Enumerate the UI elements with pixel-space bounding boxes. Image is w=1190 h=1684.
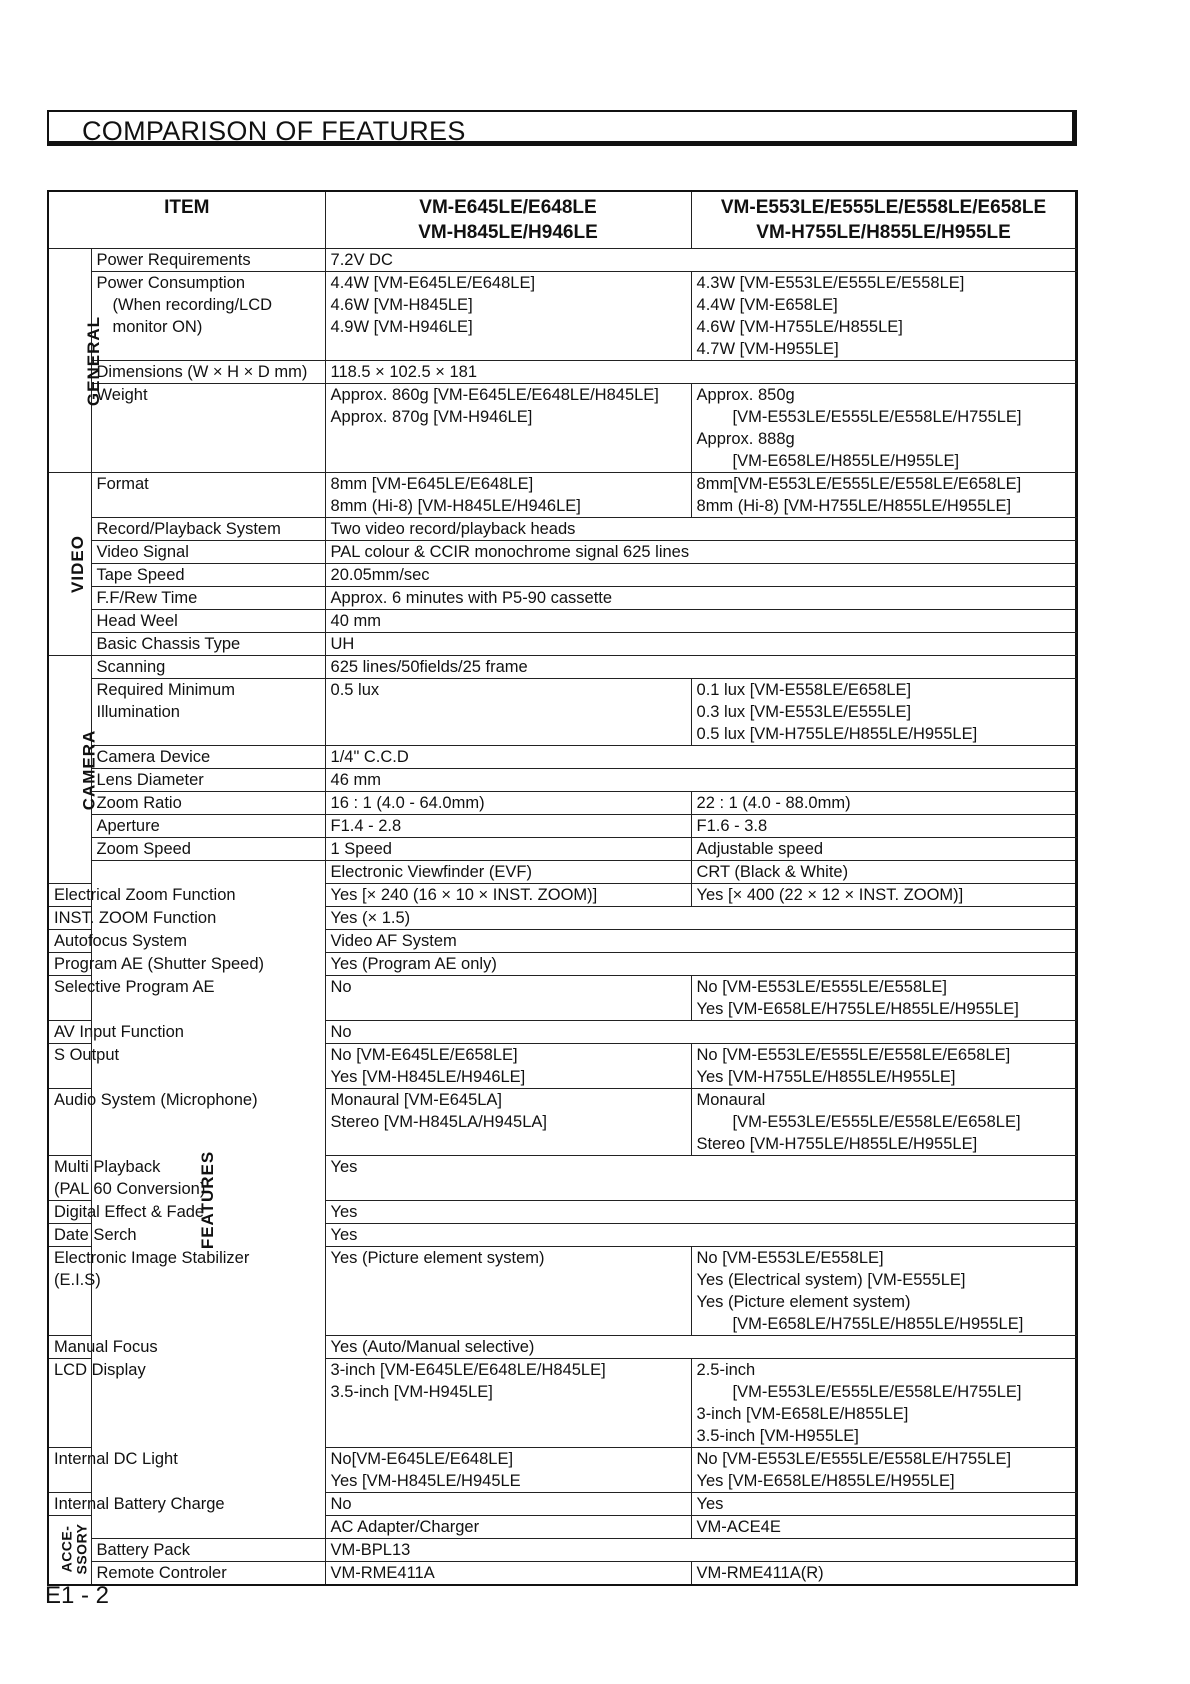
item-cell: Date Serch bbox=[48, 1224, 91, 1247]
item-cell: Internal DC Light bbox=[48, 1448, 91, 1493]
table-row bbox=[48, 361, 1076, 384]
value-cell: No [VM-E553LE/E555LE/E558LE/H755LE] Yes [VM-E658LE/H855LE/H955LE] bbox=[691, 1448, 1076, 1493]
table-row bbox=[48, 861, 1076, 884]
value-cell: Approx. 860g [VM-E645LE/E648LE/H845LE] Approx. 870g [VM-H946LE] bbox=[325, 384, 691, 473]
item-cell: Electronic Image Stabilizer (E.I.S) bbox=[48, 1247, 91, 1336]
value-cell: 20.05mm/sec bbox=[325, 564, 1076, 587]
item-cell: Scanning bbox=[91, 656, 325, 679]
item-cell: Video Signal bbox=[91, 541, 325, 564]
value-cell: 8mm[VM-E553LE/E555LE/E558LE/E658LE] 8mm (Hi-8) [VM-H755LE/H855LE/H955LE] bbox=[691, 473, 1076, 518]
value-cell: VM-BPL13 bbox=[325, 1539, 1076, 1562]
value-cell: VM-RME411A bbox=[325, 1562, 691, 1586]
table-row bbox=[48, 746, 1076, 769]
value-cell: No bbox=[325, 976, 691, 1021]
table-row bbox=[48, 1562, 1076, 1586]
item-cell: Zoom Speed bbox=[91, 838, 325, 861]
table-row bbox=[48, 564, 1076, 587]
value-cell: No[VM-E645LE/E648LE] Yes [VM-H845LE/H945LE bbox=[325, 1448, 691, 1493]
page-title: COMPARISON OF FEATURES bbox=[82, 116, 466, 146]
item-cell: Dimensions (W × H × D mm) bbox=[91, 361, 325, 384]
table-row bbox=[48, 792, 1076, 815]
table-row bbox=[48, 815, 1076, 838]
item-cell: Electrical Zoom Function bbox=[48, 884, 91, 907]
item-cell: Weight bbox=[91, 384, 325, 473]
value-cell: 2.5-inch [VM-E553LE/E555LE/E558LE/H755LE] 3-inch [VM-E658LE/H855LE] 3.5-inch [VM-H955LE] bbox=[691, 1359, 1076, 1448]
value-cell: Yes (Auto/Manual selective) bbox=[325, 1336, 1076, 1359]
value-cell: 22 : 1 (4.0 - 88.0mm) bbox=[691, 792, 1076, 815]
item-cell: Lens Diameter bbox=[91, 769, 325, 792]
value-cell: 8mm [VM-E645LE/E648LE] 8mm (Hi-8) [VM-H845LE/H946LE] bbox=[325, 473, 691, 518]
value-cell: 7.2V DC bbox=[325, 249, 1076, 272]
item-cell: Record/Playback System bbox=[91, 518, 325, 541]
table-row bbox=[48, 541, 1076, 564]
item-cell: Camera Device bbox=[91, 746, 325, 769]
item-cell: Program AE (Shutter Speed) bbox=[48, 953, 91, 976]
value-cell: No [VM-E553LE/E555LE/E558LE/E658LE] Yes [VM-H755LE/H855LE/H955LE] bbox=[691, 1044, 1076, 1089]
page-number: E1 - 2 bbox=[45, 1582, 110, 1609]
item-cell: Audio System (Microphone) bbox=[48, 1089, 91, 1156]
table-row bbox=[48, 884, 1076, 907]
value-cell: 625 lines/50fields/25 frame bbox=[325, 656, 1076, 679]
value-cell: Approx. 850g [VM-E553LE/E555LE/E558LE/H755LE] Approx. 888g [VM-E658LE/H855LE/H955LE] bbox=[691, 384, 1076, 473]
value-cell: Yes [× 240 (16 × 10 × INST. ZOOM)] bbox=[325, 884, 691, 907]
value-cell: Yes (× 1.5) bbox=[325, 907, 1076, 930]
table-row bbox=[48, 838, 1076, 861]
item-cell: Required Minimum Illumination bbox=[91, 679, 325, 746]
value-cell: Yes bbox=[325, 1201, 1076, 1224]
value-cell: 118.5 × 102.5 × 181 bbox=[325, 361, 1076, 384]
item-cell: F.F/Rew Time bbox=[91, 587, 325, 610]
table-row bbox=[48, 384, 1076, 473]
value-cell: 16 : 1 (4.0 - 64.0mm) bbox=[325, 792, 691, 815]
table-row bbox=[48, 249, 1076, 272]
category-general: GENERAL bbox=[48, 249, 91, 473]
value-cell: No bbox=[325, 1021, 1076, 1044]
table-row bbox=[48, 1539, 1076, 1562]
item-cell: Battery Pack bbox=[91, 1539, 325, 1562]
item-cell: S Output bbox=[48, 1044, 91, 1089]
item-cell: Format bbox=[91, 473, 325, 518]
value-cell: 0.5 lux bbox=[325, 679, 691, 746]
item-cell: Selective Program AE bbox=[48, 976, 91, 1021]
value-cell: Monaural [VM-E553LE/E555LE/E558LE/E658LE] Stereo [VM-H755LE/H855LE/H955LE] bbox=[691, 1089, 1076, 1156]
table-row bbox=[48, 518, 1076, 541]
value-cell: Monaural [VM-E645LA] Stereo [VM-H845LA/H945LA] bbox=[325, 1089, 691, 1156]
value-cell: Yes bbox=[325, 1156, 1076, 1201]
item-cell: INST. ZOOM Function bbox=[48, 907, 91, 930]
category-accessory: ACCE- SSORY bbox=[48, 1516, 91, 1586]
item-cell: Basic Chassis Type bbox=[91, 633, 325, 656]
table-row bbox=[48, 633, 1076, 656]
value-cell: Approx. 6 minutes with P5-90 cassette bbox=[325, 587, 1076, 610]
item-cell: Power Requirements bbox=[91, 249, 325, 272]
value-cell: 46 mm bbox=[325, 769, 1076, 792]
value-cell: 40 mm bbox=[325, 610, 1076, 633]
category-camera: CAMERA bbox=[48, 656, 91, 884]
item-cell: LCD Display bbox=[48, 1359, 91, 1448]
item-cell: Aperture bbox=[91, 815, 325, 838]
table-row bbox=[48, 610, 1076, 633]
value-cell: Adjustable speed bbox=[691, 838, 1076, 861]
table-header-row bbox=[48, 191, 1076, 249]
value-cell: No bbox=[325, 1493, 691, 1516]
item-cell: AC Adapter/Charger bbox=[325, 1516, 691, 1539]
category-features: FEATURES bbox=[91, 861, 325, 1539]
value-cell: 4.4W [VM-E645LE/E648LE] 4.6W [VM-H845LE] 4.9W [VM-H946LE] bbox=[325, 272, 691, 361]
value-cell: CRT (Black & White) bbox=[691, 861, 1076, 884]
value-cell: F1.6 - 3.8 bbox=[691, 815, 1076, 838]
value-cell: Yes [× 400 (22 × 12 × INST. ZOOM)] bbox=[691, 884, 1076, 907]
value-cell: Yes (Picture element system) bbox=[325, 1247, 691, 1336]
header-item: ITEM bbox=[48, 191, 325, 249]
value-cell: Yes bbox=[325, 1224, 1076, 1247]
table-row bbox=[48, 1493, 1076, 1516]
item-cell: Autofocus System bbox=[48, 930, 91, 953]
value-cell: No [VM-E553LE/E555LE/E558LE] Yes [VM-E658LE/H755LE/H855LE/H955LE] bbox=[691, 976, 1076, 1021]
table-row bbox=[48, 587, 1076, 610]
value-cell: Video AF System bbox=[325, 930, 1076, 953]
item-cell: AV Input Function bbox=[48, 1021, 91, 1044]
table-row bbox=[48, 679, 1076, 746]
item-cell: Multi Playback (PAL 60 Conversion) bbox=[48, 1156, 91, 1201]
item-cell: Power Consumption (When recording/LCD monitor ON) bbox=[91, 272, 325, 361]
value-cell: VM-RME411A(R) bbox=[691, 1562, 1076, 1586]
title-box bbox=[47, 110, 1077, 146]
value-cell: 4.3W [VM-E553LE/E555LE/E558LE] 4.4W [VM-E658LE] 4.6W [VM-H755LE/H855LE] 4.7W [VM-H955LE] bbox=[691, 272, 1076, 361]
comparison-table bbox=[47, 190, 1078, 1586]
value-cell: UH bbox=[325, 633, 1076, 656]
item-cell: Remote Controler bbox=[91, 1562, 325, 1586]
item-cell: Manual Focus bbox=[48, 1336, 91, 1359]
category-video: VIDEO bbox=[48, 473, 91, 656]
table-row bbox=[48, 907, 1076, 930]
value-cell: Yes bbox=[691, 1493, 1076, 1516]
table-row bbox=[48, 953, 1076, 976]
item-cell: Digital Effect & Fade bbox=[48, 1201, 91, 1224]
value-cell: No [VM-E645LE/E658LE] Yes [VM-H845LE/H946LE] bbox=[325, 1044, 691, 1089]
value-cell: F1.4 - 2.8 bbox=[325, 815, 691, 838]
item-cell: Internal Battery Charge bbox=[48, 1493, 91, 1516]
table-row bbox=[48, 656, 1076, 679]
value-cell: Yes (Program AE only) bbox=[325, 953, 1076, 976]
value-cell: 1 Speed bbox=[325, 838, 691, 861]
item-cell: Tape Speed bbox=[91, 564, 325, 587]
value-cell: Two video record/playback heads bbox=[325, 518, 1076, 541]
item-cell: Electronic Viewfinder (EVF) bbox=[325, 861, 691, 884]
value-cell: PAL colour & CCIR monochrome signal 625 lines bbox=[325, 541, 1076, 564]
header-model-group-1: VM-E645LE/E648LE VM-H845LE/H946LE bbox=[325, 191, 691, 249]
table-row bbox=[48, 272, 1076, 361]
item-cell: Head Weel bbox=[91, 610, 325, 633]
value-cell: 0.1 lux [VM-E558LE/E658LE] 0.3 lux [VM-E553LE/E555LE] 0.5 lux [VM-H755LE/H855LE/H955LE] bbox=[691, 679, 1076, 746]
table-row bbox=[48, 769, 1076, 792]
value-cell: 3-inch [VM-E645LE/E648LE/H845LE] 3.5-inch [VM-H945LE] bbox=[325, 1359, 691, 1448]
value-cell: VM-ACE4E bbox=[691, 1516, 1076, 1539]
header-model-group-2: VM-E553LE/E555LE/E558LE/E658LE VM-H755LE/H855LE/H955LE bbox=[691, 191, 1076, 249]
item-cell: Zoom Ratio bbox=[91, 792, 325, 815]
value-cell: 1/4" C.C.D bbox=[325, 746, 1076, 769]
value-cell: No [VM-E553LE/E558LE] Yes (Electrical system) [VM-E555LE] Yes (Picture element system) [VM-E658LE/H755LE/H855LE/H955LE] bbox=[691, 1247, 1076, 1336]
table-row bbox=[48, 473, 1076, 518]
